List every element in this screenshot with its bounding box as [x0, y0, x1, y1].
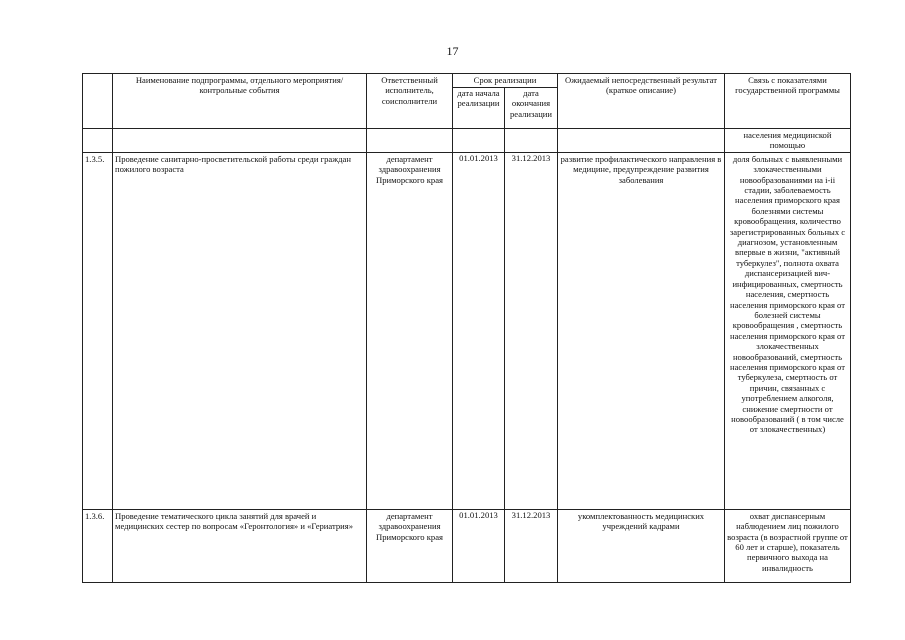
row-start-date: 01.01.2013	[453, 509, 505, 582]
table-row	[83, 509, 851, 582]
row-number: 1.3.5.	[83, 152, 113, 509]
row-responsible: департамент здравоохранения Приморского края	[367, 152, 453, 509]
row-responsible: департамент здравоохранения Приморского края	[367, 509, 453, 582]
header-link: Связь с показателями государственной программы	[725, 74, 851, 129]
row-link: доля больных с выявленными злокачественными новообразованиями на i-ii стадии, заболеваемость населения приморского края болезнями системы кровообращения, количество зарегистрированных больных с диагнозом, установленным впервые в жизни, "активный туберкулез", полнота охвата диспансеризацией вич-инфицированных, смертность населения, смертность населения приморского края от болезней системы кровообращения , смертность населения приморского края от злокачественных новообразований, смертность населения приморского края от туберкулеза, смертность от причин, связанных с употреблением алкоголя, снижение смертности от новообразований ( в том числе от злокачественных)	[725, 152, 851, 509]
row-number: 1.3.6.	[83, 509, 113, 582]
continuation-row	[83, 129, 851, 153]
header-name: Наименование подпрограммы, отдельного мероприятия/контрольные события	[113, 74, 367, 129]
table-row	[83, 152, 851, 509]
header-start: дата начала реализации	[453, 88, 505, 129]
row-end-date: 31.12.2013	[505, 152, 558, 509]
program-table	[82, 73, 851, 583]
header-row-1	[83, 74, 851, 88]
header-num-cell	[83, 74, 113, 129]
row-link: охват диспансерным наблюдением лиц пожилого возраста (в возрастной группе от 60 лет и старше), показатель первичного выхода на инвалидность	[725, 509, 851, 582]
row-name: Проведение санитарно-просветительской работы среди граждан пожилого возраста	[113, 152, 367, 509]
row-name: Проведение тематического цикла занятий для врачей и медицинских сестер по вопросам «Геронтология» и «Гериатрия»	[113, 509, 367, 582]
header-period: Срок реализации	[453, 74, 558, 88]
header-responsible: Ответственный исполнитель, соисполнители	[367, 74, 453, 129]
header-end: дата окончания реализации	[505, 88, 558, 129]
continuation-link: населения медицинской помощью	[725, 129, 851, 153]
page-number: 17	[446, 44, 459, 58]
row-start-date: 01.01.2013	[453, 152, 505, 509]
row-result: развитие профилактического направления в медицине, предупреждение развития заболевания	[558, 152, 725, 509]
row-end-date: 31.12.2013	[505, 509, 558, 582]
row-result: укомплектованность медицинских учреждений кадрами	[558, 509, 725, 582]
header-result: Ожидаемый непосредственный результат (краткое описание)	[558, 74, 725, 129]
